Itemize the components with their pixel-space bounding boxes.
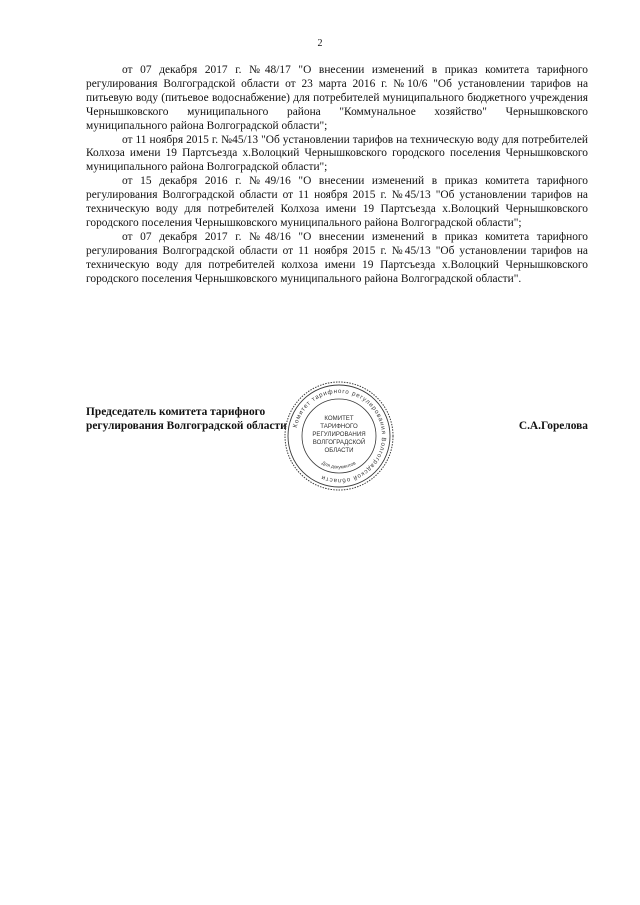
signer-name: С.А.Горелова bbox=[518, 420, 588, 432]
paragraph-order-48-17: от 07 декабря 2017 г. №48/17 "О внесении изменений в приказ комитета тарифного регулирования Волгоградской области от 23 марта 2016 г. №10/6 "Об установлении тарифов на питьевую воду (питьевое водоснабжение) для потребителей муниципального бюджетного учреждения Чернышковского муниципального района "Коммунальное хозяйство" Чернышковского муниципального района Волгоградской области"; bbox=[86, 64, 588, 132]
seal-line-3: РЕГУЛИРОВАНИЯ bbox=[312, 431, 366, 438]
page-number: 2 bbox=[317, 38, 323, 49]
paragraph-order-48-16: от 07 декабря 2017 г. №48/16 "О внесении изменений в приказ комитета тарифного регулирования Волгоградской области от 11 ноября 2015 г. №45/13 "Об установлении тарифов на техническую воду для потребителей колхоза имени 19 Партсъезда х.Волоцкий Чернышковского городского поселения Чернышковского муниципального района Волгоградской области". bbox=[86, 230, 588, 285]
official-seal bbox=[283, 380, 395, 492]
seal-center-text bbox=[312, 415, 365, 454]
document-body bbox=[86, 64, 588, 287]
seal-bottom-textpath: Для документов bbox=[320, 461, 357, 471]
paragraph-order-49-16: от 15 декабря 2016 г. №49/16 "О внесении изменений в приказ комитета тарифного регулирования Волгоградской области от 11 ноября 2015 г. №45/13 "Об установлении тарифов на техническую воду для потребителей Колхоза имени 19 Партсъезда х.Волоцкий Чернышковского городского поселения Чернышковского муниципального района Волгоградской области"; bbox=[86, 175, 588, 229]
paragraph-order-45-13: от 11 ноября 2015 г. №45/13 "Об установлении тарифов на техническую воду для потребителей Колхоза имени 19 Партсъезда х.Волоцкий Чернышковского городского поселения Чернышковского муниципального района Волгоградской области"; bbox=[86, 133, 588, 174]
seal-line-5: ОБЛАСТИ bbox=[324, 447, 354, 454]
official-seal-graphic bbox=[283, 380, 395, 492]
seal-ring-textpath: Комитет тарифного регулирования Волгоградской области bbox=[291, 387, 388, 485]
seal-line-1: КОМИТЕТ bbox=[324, 415, 354, 422]
seal-bottom-text bbox=[321, 460, 358, 470]
seal-line-4: ВОЛГОГРАДСКОЙ bbox=[312, 439, 366, 446]
seal-line-2: ТАРИФНОГО bbox=[320, 423, 358, 430]
signer-title: Председатель комитета тарифного регулирования Волгоградской области bbox=[86, 406, 287, 432]
